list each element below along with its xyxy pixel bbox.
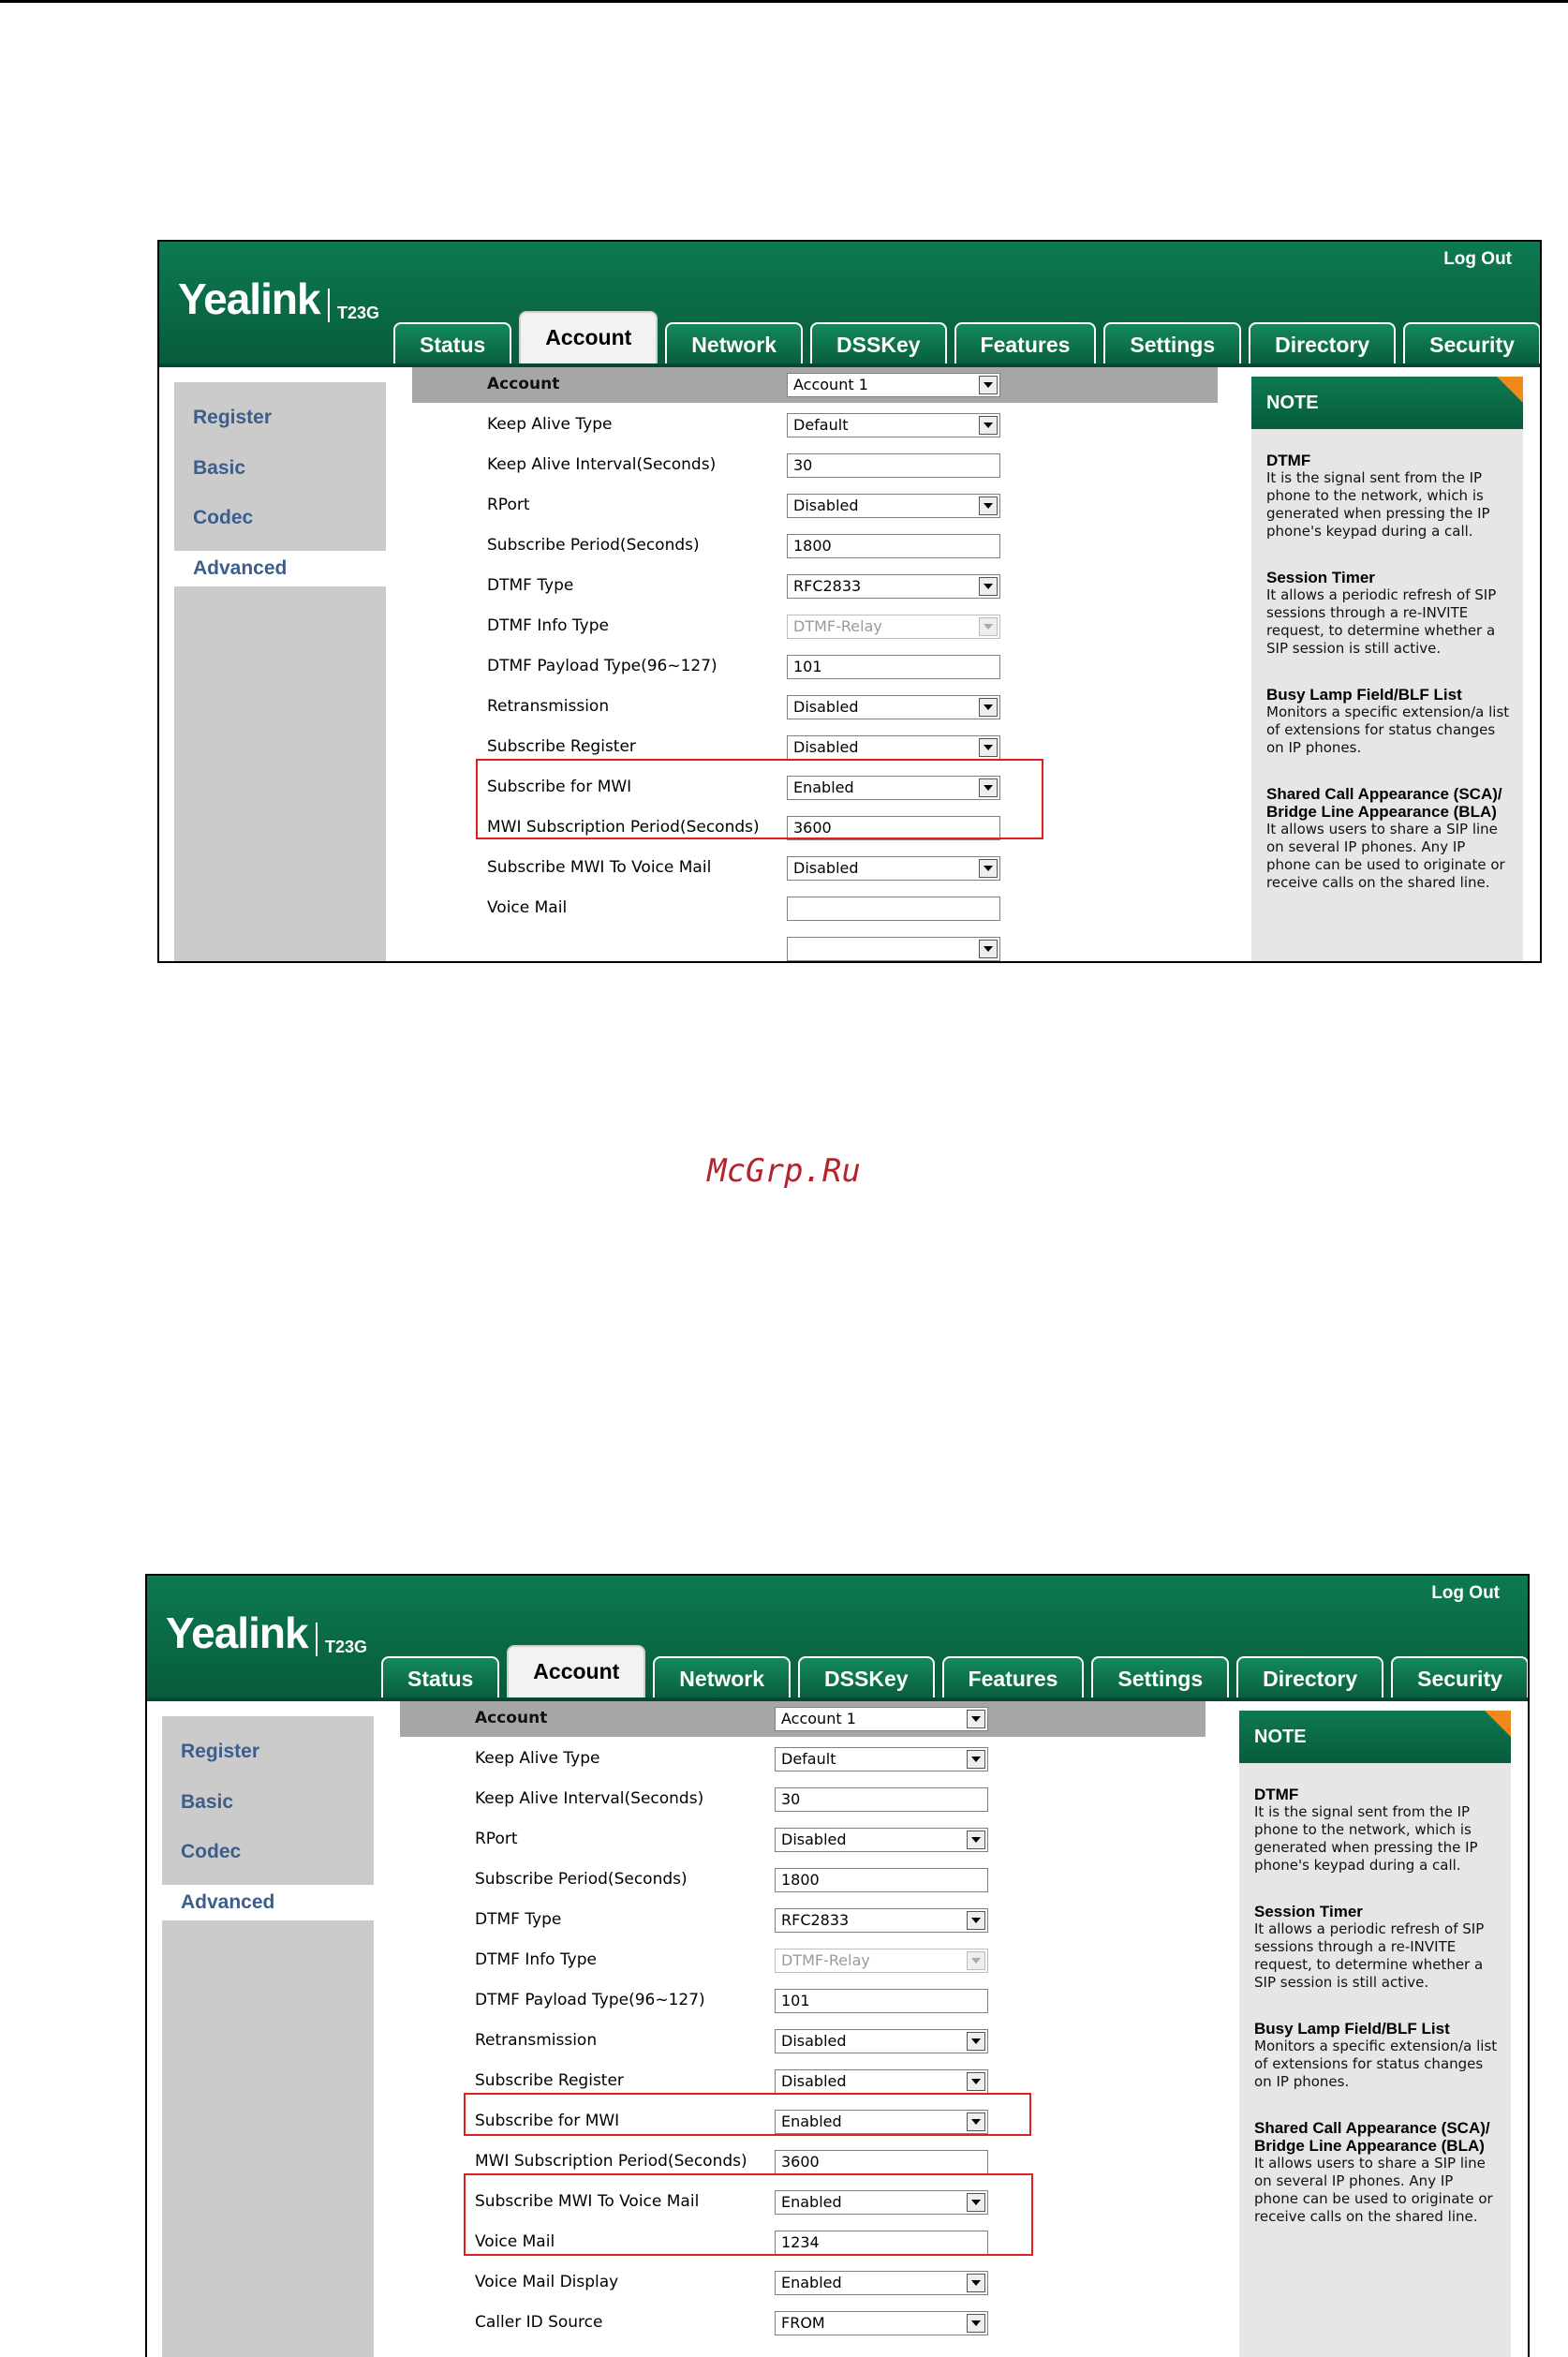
- highlight-box-subscribe-mwi: [464, 2093, 1031, 2136]
- label-caller-id-source: Caller ID Source: [475, 2313, 603, 2332]
- label-voice-mail-display: Voice Mail Display: [475, 2273, 619, 2291]
- note-body: [1254, 1786, 1500, 2254]
- tab-directory[interactable]: Directory: [1236, 1656, 1383, 1697]
- tab-directory[interactable]: Directory: [1249, 322, 1396, 363]
- note-item-title: Session Timer: [1266, 569, 1375, 586]
- note-item-title: Busy Lamp Field/BLF List: [1254, 2020, 1450, 2038]
- dtmf-info-type-select: [787, 615, 1000, 639]
- dtmf-type-value: RFC2833: [781, 1911, 850, 1929]
- retransmission-select[interactable]: [787, 695, 1000, 719]
- label-subscribe-mwi-to-voice-mail: Subscribe MWI To Voice Mail: [475, 2192, 700, 2211]
- label-voice-mail: Voice Mail: [487, 898, 568, 917]
- dtmf-info-type-value: DTMF-Relay: [781, 1951, 870, 1969]
- label-account: Account: [475, 1709, 548, 1727]
- note-header: NOTE: [1251, 377, 1523, 429]
- label-keep-alive-type: Keep Alive Type: [487, 415, 613, 434]
- sidebar-item-advanced[interactable]: Advanced: [174, 551, 390, 586]
- model-label: T23G: [316, 1623, 367, 1656]
- note-item: [1266, 452, 1512, 541]
- model-label: T23G: [328, 289, 379, 322]
- note-panel: [1239, 1711, 1511, 2357]
- dtmf-payload-type-input[interactable]: 101: [787, 655, 1000, 679]
- chevron-down-icon: [979, 577, 998, 596]
- chevron-down-icon: [967, 1951, 985, 1970]
- note-item: [1254, 1903, 1500, 1992]
- dtmf-payload-type-input[interactable]: 101: [775, 1989, 988, 2013]
- note-item-title: Session Timer: [1254, 1903, 1363, 1920]
- label-subscribe-register: Subscribe Register: [487, 737, 636, 756]
- tab-status[interactable]: Status: [381, 1656, 499, 1697]
- yealink-logo: Yealink: [166, 1608, 308, 1657]
- keep-alive-type-value: Default: [793, 416, 849, 434]
- label-mwi-subscription-period: MWI Subscription Period(Seconds): [487, 818, 760, 837]
- note-corner-icon: [1485, 1711, 1511, 1737]
- note-item-text: It allows a periodic refresh of SIP sessions through a re-INVITE request, to determine whether a SIP session is still active.: [1266, 586, 1497, 657]
- tab-features[interactable]: Features: [954, 322, 1097, 363]
- label-subscribe-mwi-to-voice-mail: Subscribe MWI To Voice Mail: [487, 858, 712, 877]
- chevron-down-icon: [979, 617, 998, 636]
- label-keep-alive-interval: Keep Alive Interval(Seconds): [475, 1789, 704, 1808]
- label-dtmf-payload-type: DTMF Payload Type(96~127): [487, 657, 717, 675]
- account-select[interactable]: [787, 373, 1000, 397]
- note-item-text: It allows users to share a SIP line on several IP phones. Any IP phone can be used to originate or receive calls on the shared line.: [1254, 2155, 1493, 2225]
- label-rport: RPort: [475, 1830, 518, 1848]
- voice-mail-input[interactable]: 1234: [775, 2231, 988, 2255]
- tab-features[interactable]: Features: [942, 1656, 1085, 1697]
- label-keep-alive-type: Keep Alive Type: [475, 1749, 600, 1768]
- label-keep-alive-interval: Keep Alive Interval(Seconds): [487, 455, 717, 474]
- dtmf-info-type-value: DTMF-Relay: [793, 617, 882, 635]
- note-corner-icon: [1497, 377, 1523, 403]
- note-item-text: Monitors a specific extension/a list of extensions for status changes on IP phones.: [1254, 2038, 1498, 2090]
- account-select-value: Account 1: [781, 1710, 856, 1727]
- keep-alive-interval-input[interactable]: 30: [787, 453, 1000, 478]
- tab-security[interactable]: Security: [1391, 1656, 1529, 1697]
- rport-select[interactable]: [787, 494, 1000, 518]
- note-item-title: Shared Call Appearance (SCA)/ Bridge Line Appearance (BLA): [1266, 785, 1502, 821]
- sidebar-item-codec[interactable]: Codec: [193, 507, 254, 528]
- note-body: [1266, 452, 1512, 920]
- subscribe-register-select[interactable]: [775, 2069, 988, 2094]
- highlight-box-mwi: [476, 759, 1043, 839]
- subscribe-mwi-to-voice-mail-value: Disabled: [793, 859, 859, 877]
- subscribe-register-select[interactable]: [787, 735, 1000, 760]
- note-item-title: DTMF: [1266, 452, 1311, 469]
- note-item-text: It allows a periodic refresh of SIP sessions through a re-INVITE request, to determine whether a SIP session is still active.: [1254, 1920, 1485, 1991]
- note-item: [1254, 2119, 1500, 2226]
- label-subscribe-for-mwi: Subscribe for MWI: [475, 2112, 620, 2130]
- subscribe-mwi-to-voice-mail-value: Enabled: [781, 2193, 842, 2211]
- web-ui-screenshot-2: [145, 1574, 1530, 2357]
- web-ui-screenshot-1: [157, 240, 1542, 963]
- label-rport: RPort: [487, 496, 530, 514]
- chevron-down-icon: [979, 497, 998, 515]
- chevron-down-icon: [979, 859, 998, 878]
- voice-mail-input[interactable]: [787, 897, 1000, 921]
- dtmf-type-select[interactable]: [775, 1908, 988, 1933]
- mwi-subscription-period-input[interactable]: 3600: [775, 2150, 988, 2174]
- rport-select[interactable]: [775, 1828, 988, 1852]
- dtmf-type-select[interactable]: [787, 574, 1000, 599]
- logout-link[interactable]: Log Out: [1443, 249, 1512, 269]
- voice-mail-display-select[interactable]: [775, 2271, 988, 2295]
- tab-dsskey[interactable]: DSSKey: [798, 1656, 934, 1697]
- keep-alive-type-value: Default: [781, 1750, 836, 1768]
- label-dtmf-type: DTMF Type: [475, 1910, 562, 1929]
- label-subscribe-period: Subscribe Period(Seconds): [475, 1870, 688, 1889]
- tab-dsskey[interactable]: DSSKey: [810, 322, 946, 363]
- label-dtmf-info-type: DTMF Info Type: [475, 1950, 597, 1969]
- account-select[interactable]: [775, 1707, 988, 1731]
- tab-account[interactable]: Account: [519, 311, 658, 363]
- label-dtmf-payload-type: DTMF Payload Type(96~127): [475, 1991, 705, 2009]
- keep-alive-interval-input[interactable]: 30: [775, 1787, 988, 1812]
- note-item-text: It allows users to share a SIP line on several IP phones. Any IP phone can be used to originate or receive calls on the shared line.: [1266, 821, 1505, 891]
- note-item: [1254, 2020, 1500, 2091]
- dtmf-type-value: RFC2833: [793, 577, 862, 595]
- retransmission-value: Disabled: [781, 2032, 847, 2050]
- watermark-text: McGrp.Ru: [707, 1152, 861, 1190]
- note-item: [1254, 1786, 1500, 1875]
- subscribe-for-mwi-value: Enabled: [781, 2112, 842, 2130]
- header-bar: [159, 242, 1540, 367]
- sidebar-item-register[interactable]: Register: [181, 1741, 260, 1762]
- label-retransmission: Retransmission: [487, 697, 610, 716]
- label-mwi-subscription-period: MWI Subscription Period(Seconds): [475, 2152, 747, 2171]
- note-item-text: Monitors a specific extension/a list of extensions for status changes on IP phones.: [1266, 704, 1510, 756]
- keep-alive-type-select[interactable]: [787, 413, 1000, 437]
- label-account: Account: [487, 375, 560, 393]
- rport-value: Disabled: [781, 1831, 847, 1848]
- subscribe-mwi-to-voice-mail-select[interactable]: [787, 856, 1000, 881]
- chevron-down-icon: [979, 376, 998, 394]
- note-item-title: Shared Call Appearance (SCA)/ Bridge Line Appearance (BLA): [1254, 2119, 1490, 2155]
- mwi-subscription-period-input[interactable]: 3600: [787, 816, 1000, 840]
- chevron-down-icon: [979, 940, 998, 958]
- subscribe-register-value: Disabled: [793, 738, 859, 756]
- sidebar: [174, 382, 386, 963]
- subscribe-for-mwi-value: Enabled: [793, 778, 854, 796]
- sidebar-item-register[interactable]: Register: [193, 407, 273, 428]
- subscribe-period-input[interactable]: 1800: [775, 1868, 988, 1892]
- chevron-down-icon: [967, 1911, 985, 1930]
- subscribe-period-input[interactable]: 1800: [787, 534, 1000, 558]
- logout-link[interactable]: Log Out: [1431, 1583, 1500, 1603]
- header-bar: [147, 1576, 1528, 1701]
- main-tabs: [381, 1649, 1529, 1697]
- note-item: [1266, 785, 1512, 892]
- dtmf-info-type-select: [775, 1949, 988, 1973]
- sidebar-item-basic[interactable]: Basic: [181, 1791, 234, 1813]
- sidebar-item-advanced[interactable]: Advanced: [162, 1885, 377, 1920]
- keep-alive-type-select[interactable]: [775, 1747, 988, 1771]
- note-item-title: Busy Lamp Field/BLF List: [1266, 686, 1462, 704]
- tab-security[interactable]: Security: [1403, 322, 1541, 363]
- note-item: [1266, 686, 1512, 757]
- tab-settings[interactable]: Settings: [1103, 322, 1241, 363]
- chevron-down-icon: [967, 2072, 985, 2091]
- label-retransmission: Retransmission: [475, 2031, 598, 2050]
- label-subscribe-for-mwi: Subscribe for MWI: [487, 778, 632, 796]
- chevron-down-icon: [967, 2032, 985, 2051]
- chevron-down-icon: [967, 2274, 985, 2292]
- tab-status[interactable]: Status: [393, 322, 511, 363]
- account-select-value: Account 1: [793, 376, 868, 393]
- note-item-text: It is the signal sent from the IP phone to the network, which is generated when pressing the IP phone's keypad during a call.: [1254, 1803, 1478, 1874]
- label-dtmf-info-type: DTMF Info Type: [487, 616, 609, 635]
- chevron-down-icon: [979, 416, 998, 435]
- page-top-rule: [0, 0, 1568, 3]
- sidebar-item-codec[interactable]: Codec: [181, 1841, 242, 1862]
- label-subscribe-register: Subscribe Register: [475, 2071, 624, 2090]
- main-tabs: [393, 315, 1541, 363]
- note-panel: [1251, 377, 1523, 963]
- label-dtmf-type: DTMF Type: [487, 576, 574, 595]
- tab-network[interactable]: Network: [665, 322, 803, 363]
- chevron-down-icon: [979, 738, 998, 757]
- chevron-down-icon: [967, 1831, 985, 1849]
- tab-settings[interactable]: Settings: [1091, 1656, 1229, 1697]
- chevron-down-icon: [979, 698, 998, 717]
- sidebar-item-basic[interactable]: Basic: [193, 457, 246, 479]
- highlight-box-voice-mail: [464, 2173, 1033, 2256]
- subscribe-register-value: Disabled: [781, 2072, 847, 2090]
- chevron-down-icon: [967, 1710, 985, 1728]
- rport-value: Disabled: [793, 497, 859, 514]
- yealink-logo: Yealink: [178, 274, 320, 323]
- note-item: [1266, 569, 1512, 658]
- note-header: NOTE: [1239, 1711, 1511, 1763]
- chevron-down-icon: [967, 1750, 985, 1769]
- voice-mail-display-select-partial[interactable]: [787, 937, 1000, 961]
- label-voice-mail: Voice Mail: [475, 2232, 555, 2251]
- caller-id-source-select[interactable]: [775, 2311, 988, 2335]
- chevron-down-icon: [967, 2314, 985, 2333]
- sidebar: [162, 1716, 374, 2357]
- tab-network[interactable]: Network: [653, 1656, 791, 1697]
- tab-account[interactable]: Account: [507, 1645, 645, 1697]
- retransmission-value: Disabled: [793, 698, 859, 716]
- note-item-title: DTMF: [1254, 1786, 1299, 1803]
- label-subscribe-period: Subscribe Period(Seconds): [487, 536, 700, 555]
- caller-id-source-value: FROM: [781, 2314, 825, 2332]
- voice-mail-display-value: Enabled: [781, 2274, 842, 2291]
- note-item-text: It is the signal sent from the IP phone to the network, which is generated when pressing the IP phone's keypad during a call.: [1266, 469, 1490, 540]
- retransmission-select[interactable]: [775, 2029, 988, 2053]
